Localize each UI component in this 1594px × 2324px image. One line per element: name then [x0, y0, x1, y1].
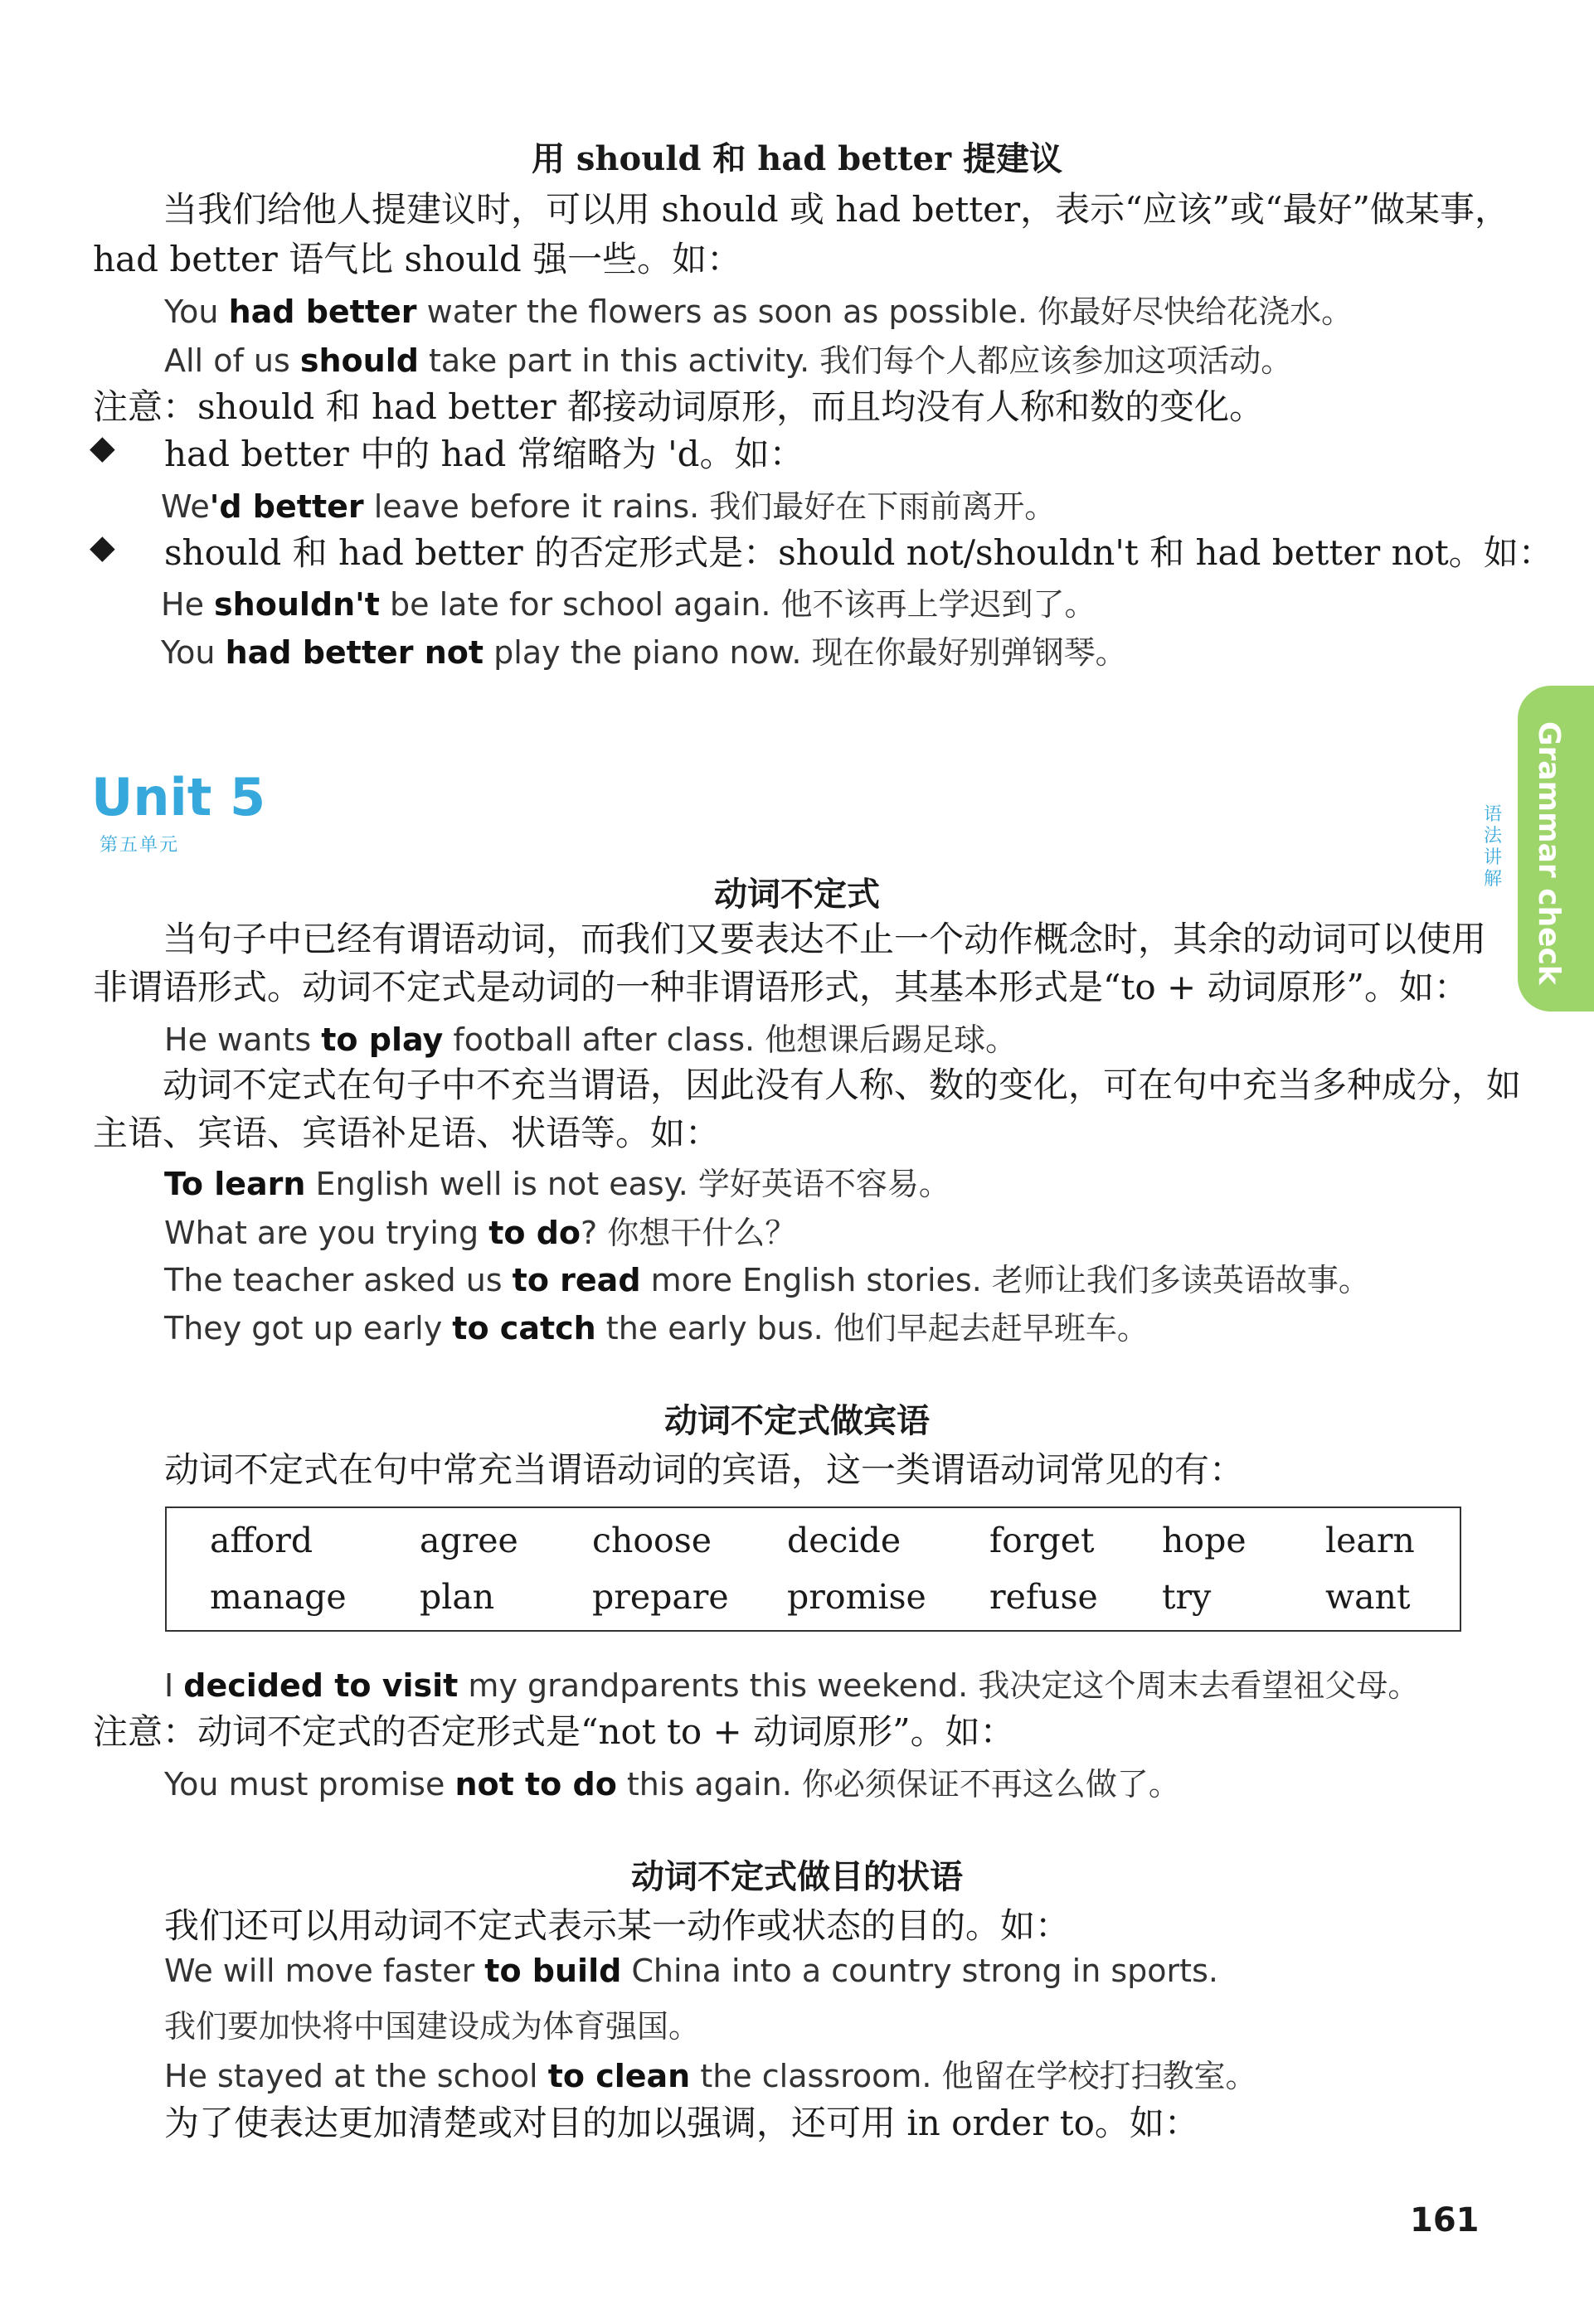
- verb-cell: manage: [210, 1577, 347, 1617]
- note-line: 注意：should 和 had better 都接动词原形，而且均没有人称和数的变化。: [93, 386, 1265, 427]
- example-post: my grandparents this weekend. 我决定这个周末去看望祖父母。: [458, 1667, 1420, 1704]
- side-tab-label-text: Grammar check: [1532, 721, 1566, 985]
- example-keyword: to catch: [452, 1310, 596, 1346]
- bullet-text: had better 中的 had 常缩略为 'd。如：: [164, 434, 804, 474]
- example-sentence: [164, 335, 1292, 381]
- paragraph-line: 主语、宾语、宾语补足语、状语等。如：: [93, 1113, 721, 1153]
- note-line: 注意：动词不定式的否定形式是“not to + 动词原形”。如：: [93, 1711, 1015, 1752]
- example-pre: You: [164, 294, 229, 330]
- side-tab-cn-label: 语法讲解: [1483, 804, 1502, 890]
- example-keyword: decided to visit: [183, 1667, 459, 1704]
- paragraph-line: 动词不定式在句子中不充当谓语，因此没有人称、数的变化，可在句中充当多种成分，如: [163, 1065, 1522, 1105]
- example-pre: He: [161, 586, 215, 623]
- example-pre: You: [161, 634, 226, 671]
- example-pre: We: [161, 488, 210, 525]
- verb-cell: choose: [592, 1521, 712, 1560]
- example-pre: He stayed at the school: [164, 2058, 548, 2094]
- example-post: football after class. 他想课后踢足球。: [443, 1021, 1018, 1058]
- example-sentence: [161, 481, 1056, 526]
- example-pre: We will move faster: [164, 1953, 485, 1989]
- bullet-text: should 和 had better 的否定形式是：should not/shouldn't 和 had better not。如：: [164, 532, 1553, 573]
- verb-cell: decide: [787, 1521, 901, 1560]
- example-pre: What are you trying: [164, 1215, 489, 1251]
- example-sentence: [164, 286, 1353, 332]
- section-heading-infinitive: 动词不定式: [714, 876, 880, 914]
- paragraph-line: 非谓语形式。动词不定式是动词的一种非谓语形式，其基本形式是“to + 动词原形”。如：: [93, 967, 1470, 1007]
- example-keyword: to clean: [547, 2058, 691, 2094]
- example-keyword: to play: [321, 1021, 444, 1058]
- diamond-bullet-icon: ◆: [90, 429, 115, 467]
- example-sentence: [164, 1014, 1017, 1060]
- example-sentence: [164, 1158, 950, 1204]
- example-keyword: shouldn't: [214, 586, 380, 623]
- section-heading-infinitive-purpose: 动词不定式做目的状语: [631, 1858, 963, 1896]
- example-keyword: To learn: [164, 1166, 306, 1202]
- example-post: leave before it rains. 我们最好在下雨前离开。: [363, 488, 1057, 525]
- example-post: China into a country strong in sports.: [621, 1953, 1218, 1989]
- verb-cell: forget: [989, 1521, 1095, 1560]
- page-number: 161: [1410, 2201, 1480, 2239]
- paragraph-line: 动词不定式在句中常充当谓语动词的宾语，这一类谓语动词常见的有：: [164, 1449, 1245, 1490]
- example-post: play the piano now. 现在你最好别弹钢琴。: [484, 634, 1127, 671]
- example-pre: The teacher asked us: [164, 1262, 513, 1298]
- example-post: the classroom. 他留在学校打扫教室。: [690, 2058, 1257, 2094]
- verb-cell: try: [1162, 1577, 1212, 1617]
- example-sentence: [164, 1759, 1180, 1804]
- example-keyword: to read: [512, 1262, 641, 1298]
- example-post: ? 你想干什么？: [581, 1215, 797, 1251]
- example-post: be late for school again. 他不该再上学迟到了。: [379, 586, 1096, 623]
- verb-table: [165, 1506, 1461, 1632]
- paragraph-line: 当句子中已经有谓语动词，而我们又要表达不止一个动作概念时，其余的动词可以使用: [163, 919, 1487, 959]
- example-post: English well is not easy. 学好英语不容易。: [305, 1166, 950, 1202]
- diamond-bullet-icon: ◆: [90, 528, 115, 566]
- example-pre: They got up early: [164, 1310, 453, 1346]
- verb-cell: plan: [420, 1577, 495, 1617]
- example-sentence: [161, 627, 1127, 672]
- example-keyword: should: [299, 342, 419, 379]
- verb-cell: agree: [420, 1521, 518, 1560]
- section-heading-should-had-better: 用 should 和 had better 提建议: [531, 139, 1063, 178]
- verb-cell: prepare: [592, 1577, 729, 1617]
- example-sentence: [164, 1660, 1419, 1705]
- paragraph-line: 当我们给他人提建议时，可以用 should 或 had better，表示“应该”或“最好”做某事，: [163, 189, 1509, 230]
- example-pre: I: [164, 1667, 184, 1704]
- example-pre: You must promise: [164, 1766, 455, 1802]
- example-sentence: [164, 2050, 1257, 2096]
- verb-cell: refuse: [989, 1577, 1098, 1617]
- example-sentence: [164, 1254, 1370, 1300]
- verb-cell: learn: [1325, 1521, 1415, 1560]
- paragraph-line: 为了使表达更加清楚或对目的加以强调，还可用 in order to。如：: [164, 2103, 1199, 2143]
- verb-cell: want: [1325, 1577, 1411, 1617]
- example-keyword: had better not: [225, 634, 484, 671]
- paragraph-line: had better 语气比 should 强一些。如：: [93, 239, 742, 279]
- example-post: the early bus. 他们早起去赶早班车。: [595, 1310, 1149, 1346]
- example-post: this again. 你必须保证不再这么做了。: [616, 1766, 1180, 1802]
- example-post: more English stories. 老师让我们多读英语故事。: [640, 1262, 1370, 1298]
- section-heading-infinitive-object: 动词不定式做宾语: [664, 1402, 930, 1440]
- verb-cell: afford: [210, 1521, 313, 1560]
- example-post: water the flowers as soon as possible. 你最好尽快给花浇水。: [416, 294, 1353, 330]
- paragraph-line: 我们还可以用动词不定式表示某一动作或状态的目的。如：: [164, 1905, 1071, 1946]
- example-keyword: had better: [228, 294, 417, 330]
- example-post: take part in this activity. 我们每个人都应该参加这项活动。: [418, 342, 1293, 379]
- example-keyword: 'd better: [209, 488, 364, 525]
- verb-cell: hope: [1162, 1521, 1247, 1560]
- example-pre: All of us: [164, 342, 300, 379]
- example-pre: He wants: [164, 1021, 322, 1058]
- side-tab-label: [1518, 721, 1592, 985]
- example-translation: 我们要加快将中国建设成为体育强国。: [164, 2008, 701, 2045]
- unit-subtitle: 第五单元: [100, 835, 180, 856]
- example-sentence: [164, 1953, 1218, 1989]
- example-sentence: [164, 1303, 1149, 1348]
- example-keyword: to do: [488, 1215, 581, 1251]
- example-keyword: to build: [484, 1953, 622, 1989]
- example-sentence: [164, 1207, 796, 1253]
- verb-cell: promise: [787, 1577, 926, 1617]
- example-keyword: not to do: [454, 1766, 617, 1802]
- unit-title: Unit 5: [91, 767, 266, 827]
- example-sentence: [161, 579, 1096, 624]
